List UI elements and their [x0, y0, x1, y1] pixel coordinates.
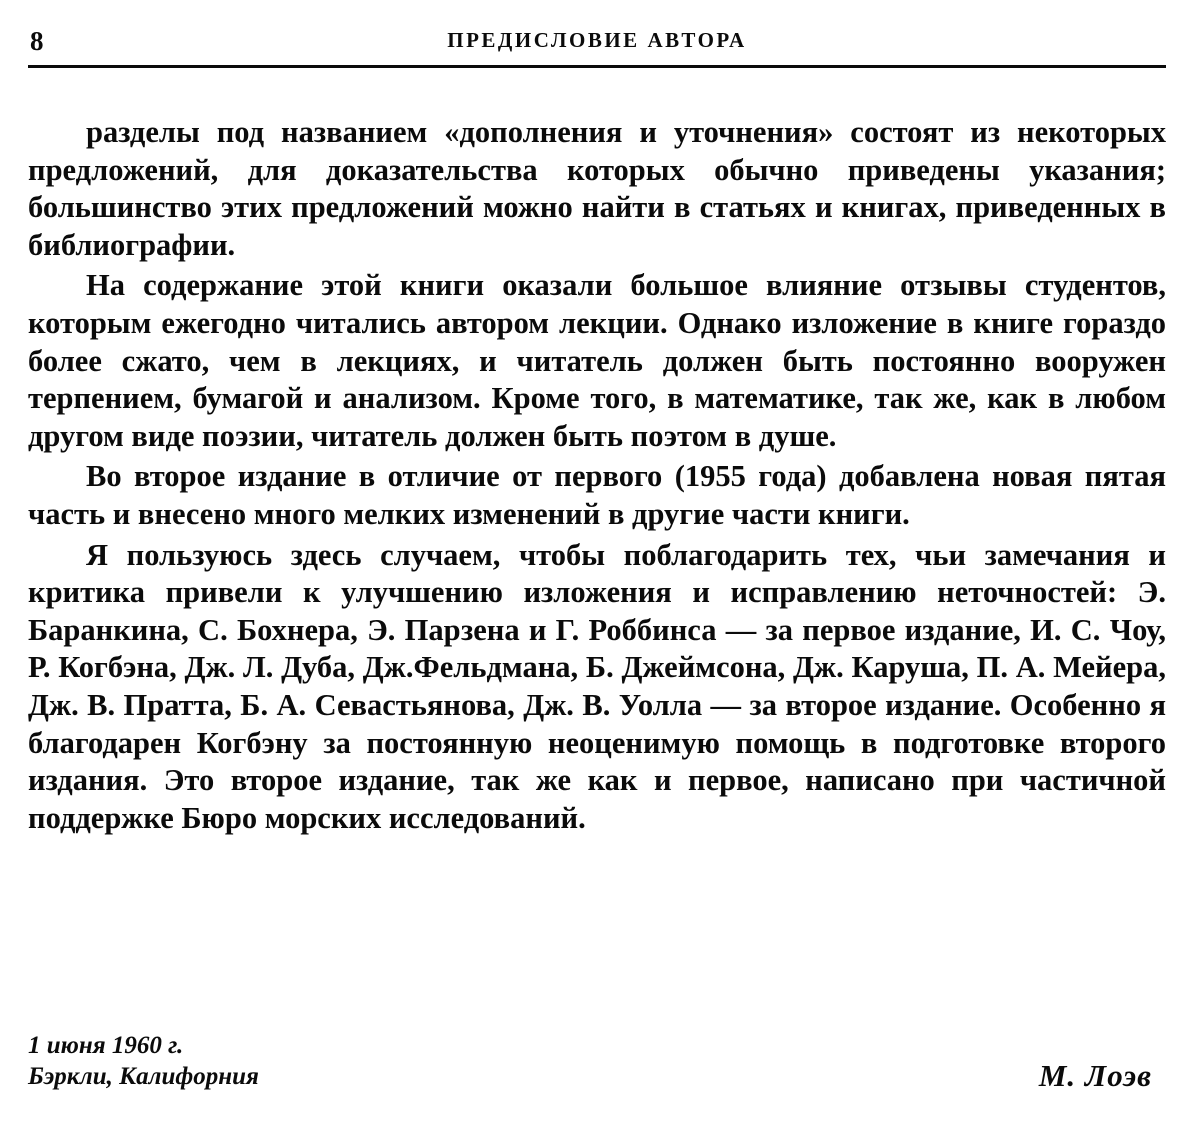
paragraph-2: На содержание этой книги оказали большое влияние отзывы студентов, которым ежегодно читались автором лекции. Однако изложение в книге гораздо более сжато, чем в лекциях, и читатель должен быть постоянно вооружен терпением, бумагой и анализом. Кроме того, в математике, так же, как в любом другом виде поэзии, читатель должен быть поэтом в душе.	[28, 268, 1166, 453]
paragraph-4: Я пользуюсь здесь случаем, чтобы поблагодарить тех, чьи замечания и критика привели к улучшению изложения и исправлению неточностей: Э. Баранкина, С. Бохнера, Э. Парзена и Г. Роббинса — за первое издание, И. С. Чоу, Р. Когбэна, Дж. Л. Дуба, Дж.Фельдмана, Б. Джеймсона, Дж. Каруша, П. А. Мейера, Дж. В. Пратта, Б. А. Севастьянова, Дж. В. Уолла — за второе издание. Особенно я благодарен Когбэну за постоянную неоценимую помощь в подготовке второго издания. Это второе издание, так же как и первое, написано при частичной поддержке Бюро морских исследований.	[28, 537, 1166, 835]
running-head-title: ПРЕДИСЛОВИЕ АВТОРА	[447, 28, 747, 52]
preface-date: 1 июня 1960 г.	[28, 1032, 184, 1059]
paragraph-3: Во второе издание в отличие от первого (1955 года) добавлена новая пятая часть и внесено много мелких изменений в другие части книги.	[28, 459, 1166, 531]
running-head	[28, 18, 1166, 62]
page-number: 8	[30, 26, 44, 56]
header-rule	[28, 65, 1166, 68]
author-signature: М. Лоэв	[1038, 1058, 1152, 1093]
paragraph-1: разделы под названием «дополнения и уточнения» состоят из некоторых предложений, для доказательства которых обычно приведены указания; большинство этих предложений можно найти в статьях и книгах, приведенных в библиографии.	[28, 115, 1166, 262]
book-page	[28, 18, 1166, 1108]
preface-place: Бэркли, Калифорния	[28, 1063, 259, 1090]
body-text	[28, 114, 1166, 840]
date-and-place	[28, 1030, 259, 1092]
